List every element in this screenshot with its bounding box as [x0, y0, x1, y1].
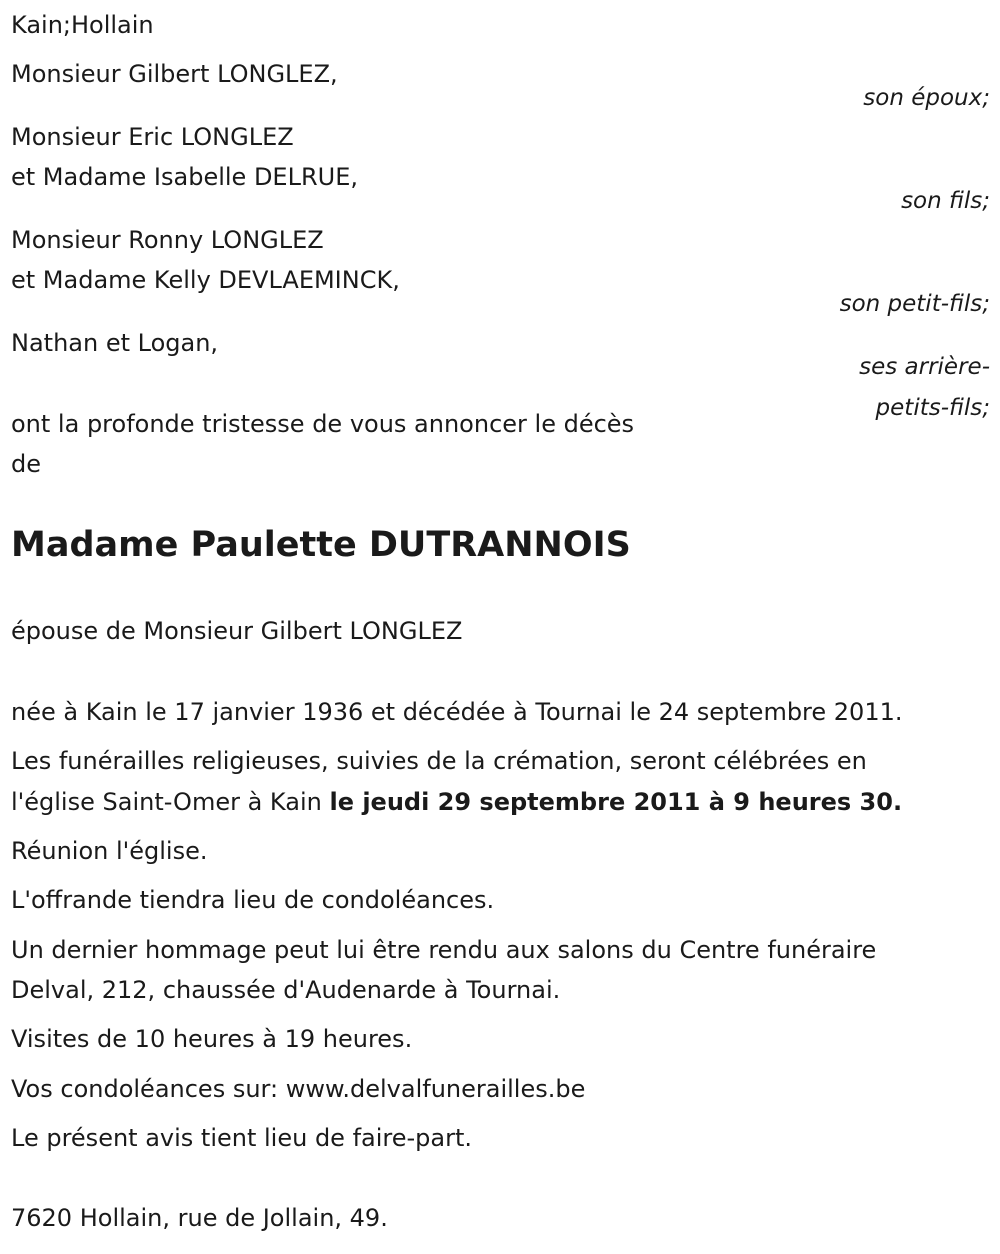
funeral-date: le jeudi 29 septembre 2011 à 9 heures 30. — [329, 788, 903, 816]
family-member-spouse: Monsieur Gilbert LONGLEZ, — [11, 60, 338, 88]
relation-great-grandsons-line1: ses arrière- — [859, 354, 990, 380]
announcement-line2: de — [11, 450, 41, 478]
family-member-son: Monsieur Eric LONGLEZ — [11, 123, 294, 151]
relation-son: son fils; — [901, 188, 990, 214]
homage-line2: Delval, 212, chaussée d'Audenarde à Tournai. — [11, 976, 561, 1004]
family-member-grandson: Monsieur Ronny LONGLEZ — [11, 226, 324, 254]
deceased-name: Madame Paulette DUTRANNOIS — [11, 525, 631, 565]
announcement-line1: ont la profonde tristesse de vous annoncer le décès — [11, 410, 635, 438]
funeral-line2 — [11, 782, 902, 822]
spouse-line: épouse de Monsieur Gilbert LONGLEZ — [11, 617, 463, 645]
visits-line: Visites de 10 heures à 19 heures. — [11, 1025, 413, 1053]
funeral-line1: Les funérailles religieuses, suivies de la crémation, seront célébrées en — [11, 747, 867, 775]
funeral-place: l'église Saint-Omer à Kain — [11, 788, 330, 816]
notice-line: Le présent avis tient lieu de faire-part. — [11, 1124, 473, 1152]
address-line: 7620 Hollain, rue de Jollain, 49. — [11, 1204, 388, 1232]
family-member-great-grandsons: Nathan et Logan, — [11, 329, 219, 357]
location-line: Kain;Hollain — [11, 11, 154, 39]
relation-spouse: son époux; — [863, 85, 990, 111]
offering-line: L'offrande tiendra lieu de condoléances. — [11, 886, 495, 914]
family-member-grandson-partner: et Madame Kelly DEVLAEMINCK, — [11, 266, 400, 294]
homage-line1: Un dernier hommage peut lui être rendu aux salons du Centre funéraire — [11, 936, 877, 964]
birth-death-line: née à Kain le 17 janvier 1936 et décédée à Tournai le 24 septembre 2011. — [11, 698, 903, 726]
family-member-son-partner: et Madame Isabelle DELRUE, — [11, 163, 359, 191]
relation-great-grandsons-line2: petits-fils; — [875, 395, 990, 421]
relation-grandson: son petit-fils; — [839, 291, 990, 317]
condolences-line: Vos condoléances sur: www.delvalfunerailles.be — [11, 1075, 586, 1103]
reunion-line: Réunion l'église. — [11, 837, 208, 865]
